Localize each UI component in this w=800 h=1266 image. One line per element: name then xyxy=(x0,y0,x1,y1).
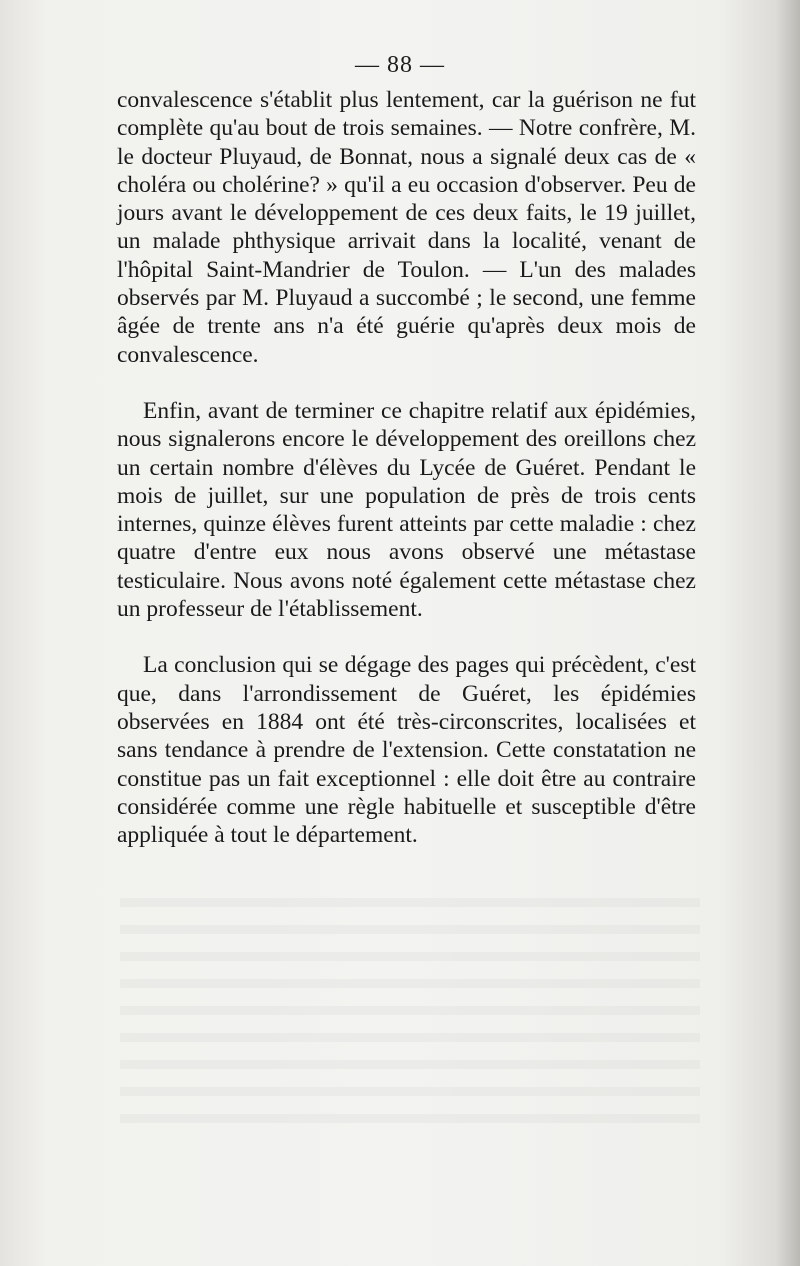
show-through-texture xyxy=(120,880,700,1140)
page-number: — 88 — xyxy=(355,52,445,78)
page-body xyxy=(117,86,696,849)
paragraph-conclusion: La conclusion qui se dégage des pages qui précèdent, c'est que, dans l'arrondissement de Guéret, les épidémies observées en 1884 ont été très-circonscrites, localisées et sans tendance à prendre de l'extension. Cette constatation ne constitue pas un fait exceptionnel : elle doit être au contraire considérée comme une règle habituelle et susceptible d'être appliquée à tout le département. xyxy=(117,652,696,849)
paragraph-convalescence: convalescence s'établit plus lentement, car la guérison ne fut complète qu'au bout de trois semaines. — Notre confrère, M. le docteur Pluyaud, de Bonnat, nous a signalé deux cas de « choléra ou cholérine? » qu'il a eu occasion d'observer. Peu de jours avant le développement de ces deux faits, le 19 juillet, un malade phthysique arrivait dans la localité, venant de l'hôpital Saint-Mandrier de Toulon. — L'un des malades observés par M. Pluyaud a succombé ; le second, une femme âgée de trente ans n'a été guérie qu'après deux mois de convalescence. xyxy=(117,87,696,368)
paragraph-oreillons: Enfin, avant de terminer ce chapitre relatif aux épidémies, nous signalerons encore le développement des oreillons chez un certain nombre d'élèves du Lycée de Guéret. Pendant le mois de juillet, sur une population de près de trois cents internes, quinze élèves furent atteints par cette maladie : chez quatre d'entre eux nous avons observé une métastase testiculaire. Nous avons noté également cette métastase chez un professeur de l'établissement. xyxy=(117,397,696,623)
